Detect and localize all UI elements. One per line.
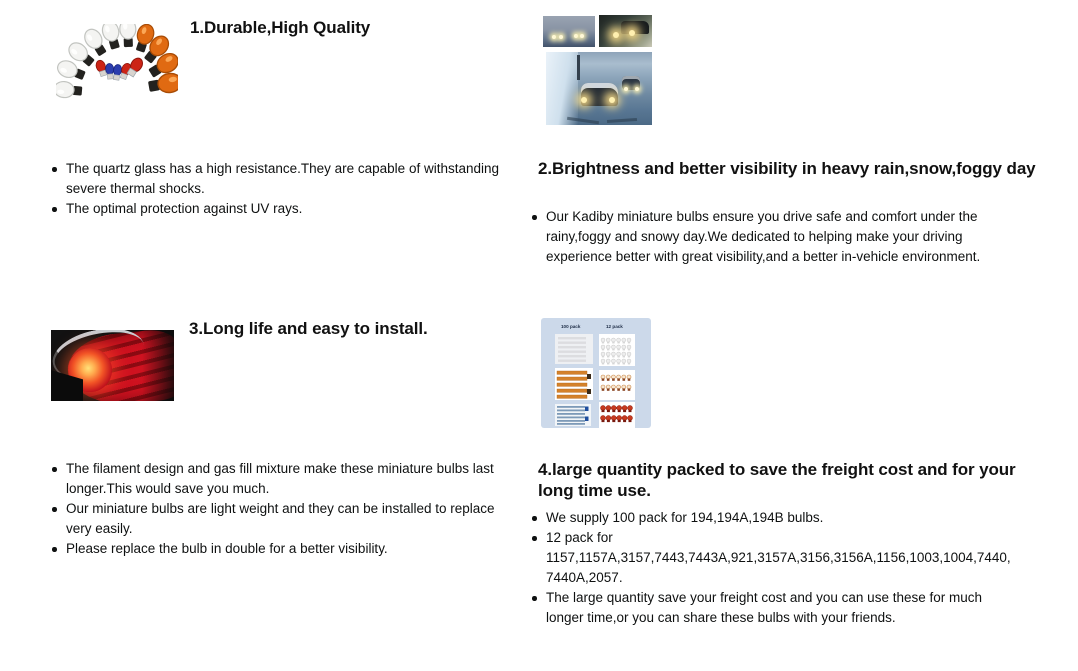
bullet-item: The optimal protection against UV rays. [44, 199, 504, 219]
foggy-headlights-image [543, 16, 595, 47]
tire-track [607, 118, 637, 123]
bullet-item: The quartz glass has a high resistance.They are capable of withstanding severe thermal shocks. [44, 159, 504, 199]
car-silhouette [621, 21, 649, 34]
bullet-item: The filament design and gas fill mixture make these miniature bulbs last longer.This would save you much. [44, 459, 510, 499]
pack-label-100: 100 pack [561, 324, 581, 329]
section-4-title: 4.large quantity packed to save the freight cost and for your long time use. [538, 460, 1016, 501]
headlight-glow [559, 35, 563, 39]
bullet-item: The large quantity save your freight cost and you can use these for much longer time,or you can share these bulbs with your friends. [524, 588, 1016, 628]
car-in-snow-night-image [599, 15, 652, 47]
headlight-glow [580, 34, 584, 38]
headlight-glow [624, 87, 628, 91]
section-3-title: 3.Long life and easy to install. [189, 319, 428, 339]
snow-bank [546, 52, 578, 125]
pack-label-12: 12 pack [606, 324, 623, 329]
section-1-title: 1.Durable,High Quality [190, 18, 371, 38]
headlight-glow [552, 35, 556, 39]
bullet-item: Our miniature bulbs are light weight and they can be installed to replace very easily. [44, 499, 510, 539]
headlight-glow [574, 34, 578, 38]
section-1-bullets [44, 159, 504, 219]
bullet-item: Our Kadiby miniature bulbs ensure you drive safe and comfort under the rainy,foggy and snowy day.We dedicated to helping make your driving experience better with great visibility,and a better in-vehicle environment. [524, 207, 1016, 267]
taillight-image [51, 330, 174, 401]
headlight-glow [609, 97, 615, 103]
pole [577, 55, 580, 80]
assorted-bulbs-image [56, 24, 178, 118]
section-4-bullets [524, 508, 1016, 628]
bullet-item: We supply 100 pack for 194,194A,194B bulbs. [524, 508, 1016, 528]
bullet-item: 12 pack for 1157,1157A,3157,7443,7443A,921,3157A,3156,3156A,1156,1003,1004,7440,7440A,2057. [524, 528, 1016, 588]
section-3-bullets [44, 459, 510, 559]
headlight-glow [629, 30, 635, 36]
snowy-road-cars-image [546, 52, 652, 125]
section-2-title: 2.Brightness and better visibility in heavy rain,snow,foggy day [538, 159, 1036, 179]
bulk-pack-image [541, 318, 651, 428]
bullet-item: Please replace the bulb in double for a better visibility. [44, 539, 510, 559]
headlight-glow [613, 32, 619, 38]
headlight-glow [635, 87, 639, 91]
section-2-bullets [524, 207, 1016, 267]
shadow-edge [142, 330, 174, 401]
